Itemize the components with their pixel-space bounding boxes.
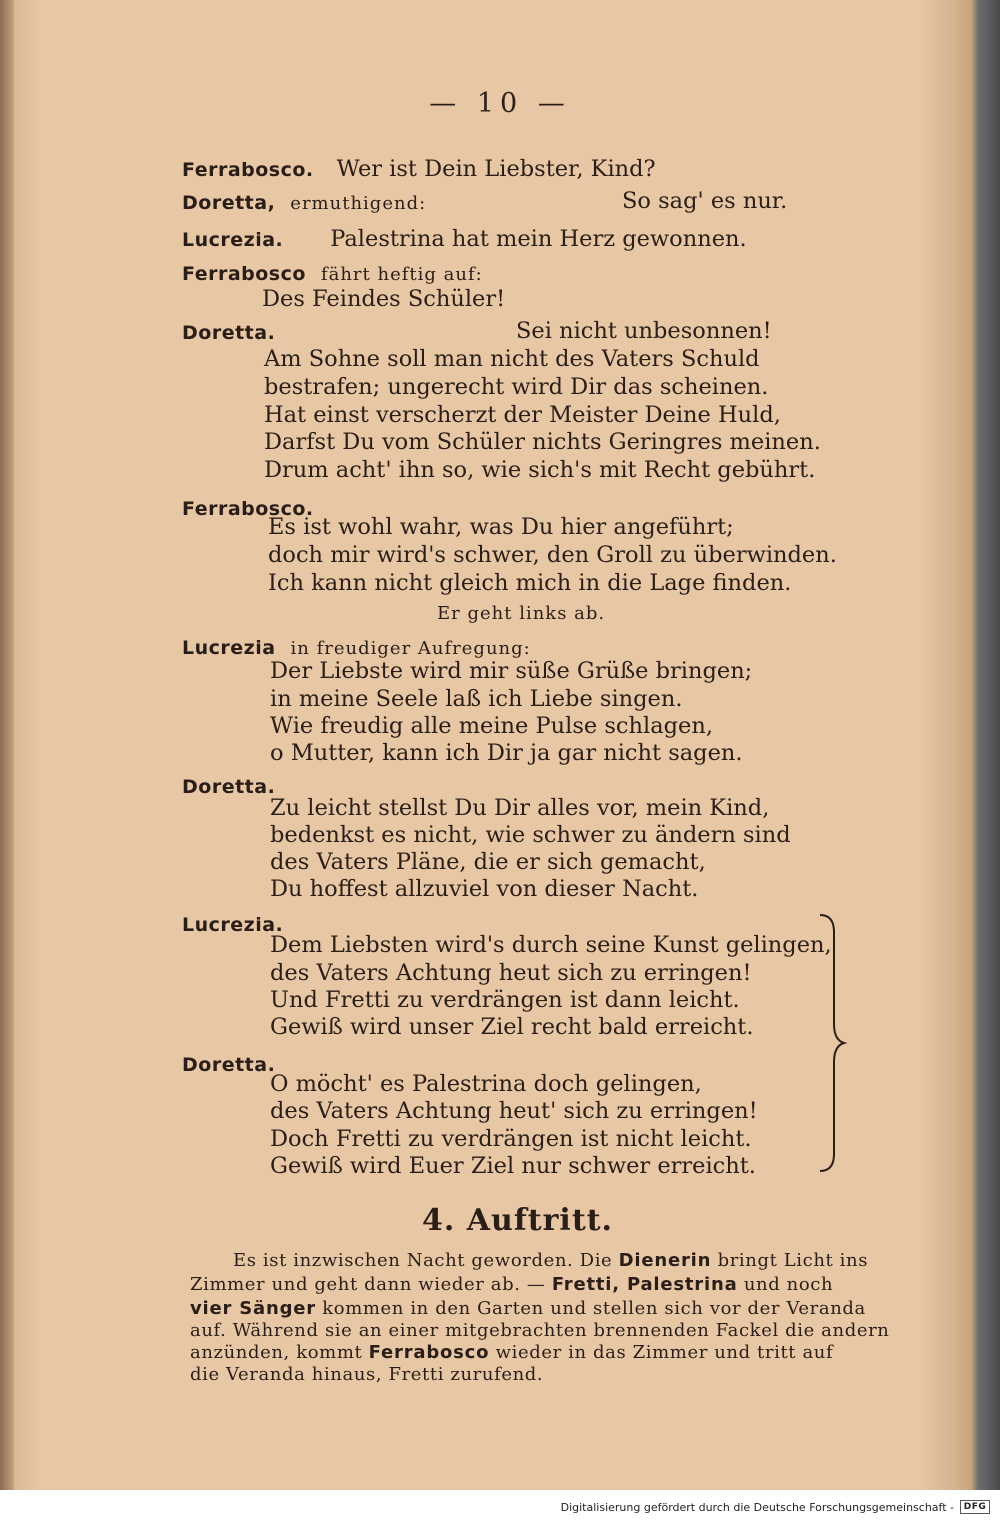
verse-text: Du hoffest allzuviel von dieser Nacht. [270,876,699,902]
funding-credit: Digitalisierung gefördert durch die Deutsche Forschungsgemeinschaft - [560,1501,954,1514]
speaker-name: Lucrezia [182,637,276,659]
dialogue-line [182,190,426,215]
verse-text: Palestrina hat mein Herz gewonnen. [330,226,747,252]
page-number: — 10 — [429,88,571,119]
speaker-name: Lucrezia. [182,914,284,936]
character-name: Dienerin [618,1250,712,1271]
dialogue-line [182,635,531,660]
verse-text: Wer ist Dein Liebster, Kind? [336,156,656,182]
dfg-logo: DFG [960,1500,990,1514]
verse-text: Am Sohne soll man nicht des Vaters Schuld [264,346,760,372]
exit-direction: Er geht links ab. [437,603,606,624]
verse-text: Darfst Du vom Schüler nichts Geringres meinen. [264,429,821,455]
dialogue-line [182,226,747,252]
verse-text: So sag' es nur. [622,188,788,214]
character-name: vier Sänger [190,1298,316,1319]
verse-text: des Vaters Pläne, die er sich gemacht, [270,849,706,875]
stage-direction-line: Es ist inzwischen Nacht geworden. Die Dienerin bringt Licht ins [233,1250,869,1271]
verse-text: Ich kann nicht gleich mich in die Lage finden. [268,570,792,596]
digitization-footer [0,1490,1000,1521]
verse-text: Es ist wohl wahr, was Du hier angeführt; [268,514,734,540]
dialogue-line [182,261,483,286]
verse-text: Drum acht' ihn so, wie sich's mit Recht gebührt. [264,457,816,483]
stage-cue: ermuthigend: [290,193,427,214]
character-name: Fretti, Palestrina [551,1274,738,1295]
verse-text: des Vaters Achtung heut sich zu erringen! [270,960,752,986]
verse-text: Wie freudig alle meine Pulse schlagen, [270,713,713,739]
speaker-name: Doretta. [182,776,276,798]
speaker-name: Doretta. [182,1054,276,1076]
verse-text: des Vaters Achtung heut' sich zu erringen! [270,1098,758,1124]
verse-text: Und Fretti zu verdrängen ist dann leicht. [270,987,740,1013]
verse-text: Der Liebste wird mir süße Grüße bringen; [270,658,753,684]
verse-text: Gewiß wird Euer Ziel nur schwer erreicht. [270,1153,756,1179]
verse-text: O möcht' es Palestrina doch gelingen, [270,1071,702,1097]
speaker-name: Ferrabosco [182,263,306,285]
verse-text: bedenkst es nicht, wie schwer zu ändern sind [270,822,791,848]
verse-text: Dem Liebsten wird's durch seine Kunst gelingen, [270,932,832,958]
verse-text: Hat einst verscherzt der Meister Deine Huld, [264,402,781,428]
character-name: Ferrabosco [368,1342,490,1363]
stage-direction-line: die Veranda hinaus, Fretti zurufend. [190,1364,544,1385]
verse-text: Doch Fretti zu verdrängen ist nicht leicht. [270,1126,752,1152]
verse-text: in meine Seele laß ich Liebe singen. [270,686,683,712]
verse-text: Zu leicht stellst Du Dir alles vor, mein Kind, [270,795,770,821]
stage-cue: fährt heftig auf: [320,264,483,285]
stage-direction-line: anzünden, kommt Ferrabosco wieder in das Zimmer und tritt auf [190,1342,834,1363]
verse-text: Gewiß wird unser Ziel recht bald erreicht. [270,1014,754,1040]
stage-cue: in freudiger Aufregung: [290,638,531,659]
speaker-name: Lucrezia. [182,229,284,251]
verse-text: Des Feindes Schüler! [262,286,506,312]
speaker-name: Ferrabosco. [182,498,314,520]
verse-text: doch mir wird's schwer, den Groll zu überwinden. [268,542,837,568]
verse-text: bestrafen; ungerecht wird Dir das scheinen. [264,374,769,400]
speaker-name: Doretta. [182,322,276,344]
speaker-name: Ferrabosco. [182,159,314,181]
verse-text: o Mutter, kann ich Dir ja gar nicht sagen. [270,740,743,766]
duet-brace [800,912,850,1174]
page-gutter [952,0,1000,1490]
stage-direction-line: Zimmer und geht dann wieder ab. — Fretti, Palestrina und noch [190,1274,834,1295]
stage-direction-line: vier Sänger kommen in den Garten und stellen sich vor der Veranda [190,1298,866,1319]
verse-text: Sei nicht unbesonnen! [516,318,772,344]
speaker-name: Doretta, [182,192,276,214]
stage-direction-line: auf. Während sie an einer mitgebrachten brennenden Fackel die andern [190,1320,890,1341]
page-left-edge [0,0,14,1490]
dialogue-line [182,156,656,182]
scene-heading: 4. Auftritt. [422,1203,613,1238]
